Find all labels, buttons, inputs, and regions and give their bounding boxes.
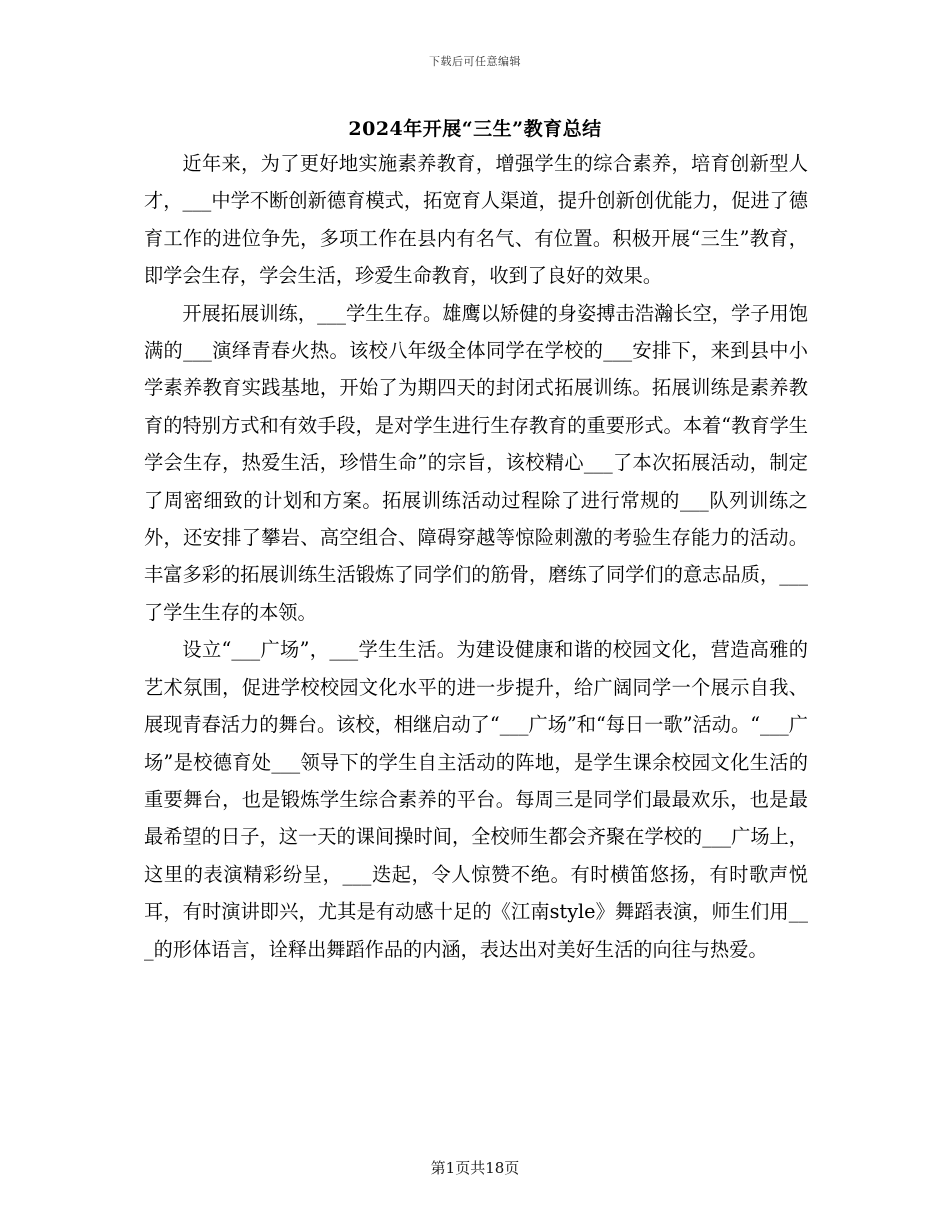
page-number: 第1页共18页 xyxy=(430,1159,520,1177)
document-body xyxy=(144,145,808,968)
paragraph-outdoor-training: 开展拓展训练，___学生生存。雄鹰以矫健的身姿搏击浩瀚长空，学子用饱满的___演绎青春火热。该校八年级全体同学在学校的___安排下，来到县中小学素养教育实践基地，开始了为期四天的封闭式拓展训练。拓展训练是素养教育的特别方式和有效手段，是对学生进行生存教育的重要形式。本着“教育学生学会生存，热爱生活，珍惜生命”的宗旨，该校精心___了本次拓展活动，制定了周密细致的计划和方案。拓展训练活动过程除了进行常规的___队列训练之外，还安排了攀岩、高空组合、障碍穿越等惊险刺激的考验生存能力的活动。丰富多彩的拓展训练生活锻炼了同学们的筋骨，磨练了同学们的意志品质，___了学生生存的本领。 xyxy=(144,301,808,624)
document-title: 2024年开展“三生”教育总结 xyxy=(348,118,602,140)
paragraph-intro: 近年来，为了更好地实施素养教育，增强学生的综合素养，培育创新型人才，___中学不断创新德育模式，拓宽育人渠道，提升创新创优能力，促进了德育工作的进位争先，多项工作在县内有名气、有位置。积极开展“三生”教育，即学会生存，学会生活，珍爱生命教育，收到了良好的效果。 xyxy=(144,152,808,288)
paragraph-square-activity: 设立“___广场”，___学生生活。为建设健康和谐的校园文化，营造高雅的艺术氛围，促进学校校园文化水平的进一步提升，给广阔同学一个展示自我、展现青春活力的舞台。该校，相继启动了“___广场”和“每日一歌”活动。“___广场”是校德育处___领导下的学生自主活动的阵地，是学生课余校园文化生活的重要舞台，也是锻炼学生综合素养的平台。每周三是同学们最最欢乐，也是最最希望的日子，这一天的课间操时间，全校师生都会齐聚在学校的___广场上，这里的表演精彩纷呈，___迭起，令人惊赞不绝。有时横笛悠扬，有时歌声悦耳，有时演讲即兴，尤其是有动感十足的《江南style》舞蹈表演，师生们用___的形体语言，诠释出舞蹈作品的内涵，表达出对美好生活的向往与热爱。 xyxy=(144,638,808,961)
header-note: 下载后可任意编辑 xyxy=(429,55,521,68)
